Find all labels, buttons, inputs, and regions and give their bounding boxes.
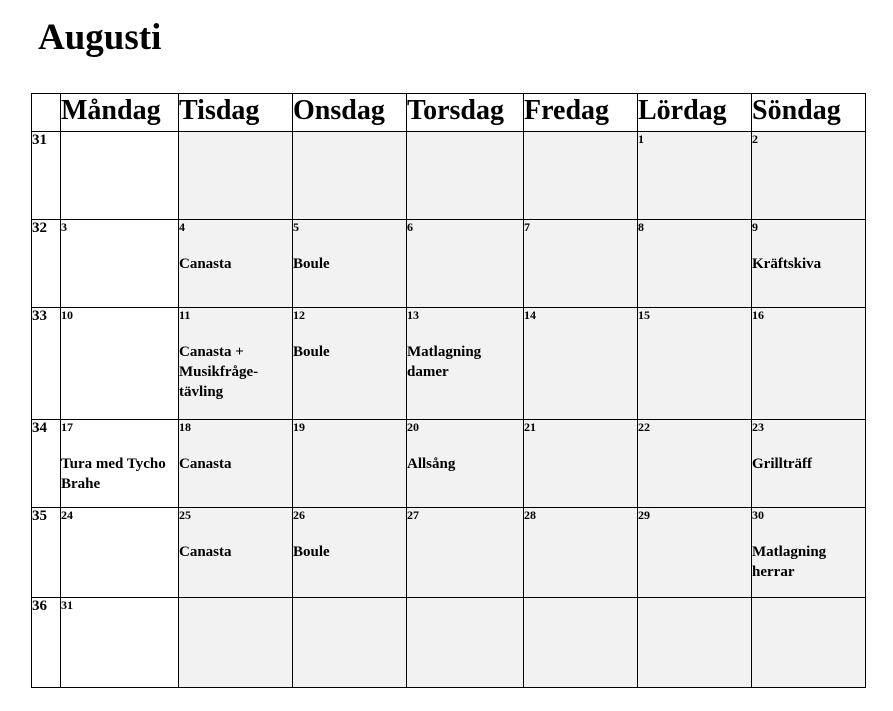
- date-number: 22: [638, 420, 650, 434]
- day-cell[interactable]: [407, 220, 524, 308]
- date-number: [407, 132, 523, 146]
- date-number: [179, 598, 292, 612]
- day-cell[interactable]: [179, 308, 293, 420]
- date-number: [752, 598, 865, 612]
- day-cell[interactable]: [407, 420, 524, 508]
- date-number: 19: [293, 420, 305, 434]
- day-cell[interactable]: [293, 598, 407, 688]
- day-cell[interactable]: [638, 508, 752, 598]
- day-cell[interactable]: [61, 132, 179, 220]
- week-number: 36: [32, 598, 61, 688]
- day-cell[interactable]: [638, 598, 752, 688]
- week-row: [32, 132, 866, 220]
- week-row: [32, 598, 866, 688]
- day-cell[interactable]: [524, 508, 638, 598]
- day-cell[interactable]: [179, 220, 293, 308]
- date-number: 11: [179, 308, 191, 322]
- date-number: 25: [179, 508, 191, 522]
- date-number: 16: [752, 308, 764, 322]
- day-cell[interactable]: [638, 420, 752, 508]
- date-number: 29: [638, 508, 650, 522]
- event-label: Matlagning damer: [407, 344, 482, 380]
- day-cell[interactable]: [179, 132, 293, 220]
- day-cell[interactable]: [293, 132, 407, 220]
- date-number: 20: [407, 420, 419, 434]
- date-number: 21: [524, 420, 536, 434]
- day-cell[interactable]: [407, 508, 524, 598]
- date-number: 4: [179, 220, 185, 234]
- date-number: [293, 598, 406, 612]
- date-number: 15: [638, 308, 650, 322]
- date-number: [638, 598, 751, 612]
- date-number: [524, 598, 637, 612]
- day-cell[interactable]: [179, 598, 293, 688]
- day-cell[interactable]: [524, 598, 638, 688]
- day-cell[interactable]: [61, 420, 179, 508]
- header-corner: [32, 94, 61, 132]
- event-label: Allsång: [407, 456, 456, 472]
- day-cell[interactable]: [293, 420, 407, 508]
- day-cell[interactable]: [752, 132, 866, 220]
- event-label: Canasta: [179, 544, 232, 560]
- date-number: 18: [179, 420, 191, 434]
- calendar-table: [31, 93, 866, 688]
- date-number: 1: [638, 132, 644, 146]
- date-number: 26: [293, 508, 305, 522]
- week-number: 35: [32, 508, 61, 598]
- event-label: Tura med Tycho Brahe: [61, 456, 166, 492]
- day-cell[interactable]: [61, 598, 179, 688]
- day-cell[interactable]: [638, 308, 752, 420]
- date-number: 27: [407, 508, 419, 522]
- day-cell[interactable]: [752, 598, 866, 688]
- event-label: Canasta + Musikfråge-tävling: [179, 344, 259, 400]
- day-cell[interactable]: [752, 308, 866, 420]
- day-cell[interactable]: [61, 508, 179, 598]
- page-title: Augusti: [38, 17, 162, 58]
- day-cell[interactable]: [179, 420, 293, 508]
- week-row: [32, 308, 866, 420]
- day-cell[interactable]: [407, 598, 524, 688]
- week-row: [32, 220, 866, 308]
- weekday-header-saturday: Lördag: [638, 94, 752, 132]
- event-label: Boule: [293, 256, 330, 272]
- day-cell[interactable]: [638, 132, 752, 220]
- event-label: Boule: [293, 344, 330, 360]
- day-cell[interactable]: [524, 220, 638, 308]
- event-label: Canasta: [179, 456, 232, 472]
- date-number: 8: [638, 220, 644, 234]
- weekday-header-wednesday: Onsdag: [293, 94, 407, 132]
- weekday-header-thursday: Torsdag: [407, 94, 524, 132]
- date-number: 17: [61, 420, 73, 434]
- day-cell[interactable]: [524, 132, 638, 220]
- day-cell[interactable]: [638, 220, 752, 308]
- date-number: 6: [407, 220, 413, 234]
- date-number: 5: [293, 220, 299, 234]
- day-cell[interactable]: [293, 308, 407, 420]
- event-label: Canasta: [179, 256, 232, 272]
- date-number: 13: [407, 308, 419, 322]
- date-number: 7: [524, 220, 530, 234]
- day-cell[interactable]: [61, 308, 179, 420]
- day-cell[interactable]: [61, 220, 179, 308]
- weekday-header-friday: Fredag: [524, 94, 638, 132]
- date-number: 28: [524, 508, 536, 522]
- date-number: 31: [61, 598, 73, 612]
- date-number: [179, 132, 292, 146]
- date-number: [407, 598, 523, 612]
- day-cell[interactable]: [524, 308, 638, 420]
- date-number: 3: [61, 220, 67, 234]
- weekday-header-monday: Måndag: [61, 94, 179, 132]
- week-number: 34: [32, 420, 61, 508]
- weekday-header-tuesday: Tisdag: [179, 94, 293, 132]
- day-cell[interactable]: [407, 308, 524, 420]
- date-number: [293, 132, 406, 146]
- weekday-header-row: [32, 94, 866, 132]
- week-row: [32, 420, 866, 508]
- day-cell[interactable]: [752, 220, 866, 308]
- date-number: 24: [61, 508, 73, 522]
- day-cell[interactable]: [293, 220, 407, 308]
- day-cell[interactable]: [524, 420, 638, 508]
- weekday-header-sunday: Söndag: [752, 94, 866, 132]
- date-number: 23: [752, 420, 764, 434]
- week-row: [32, 508, 866, 598]
- event-label: Matlagning herrar: [752, 544, 827, 580]
- day-cell[interactable]: [752, 420, 866, 508]
- week-number: 31: [32, 132, 61, 220]
- event-label: Kräftskiva: [752, 256, 822, 272]
- date-number: 10: [61, 308, 73, 322]
- day-cell[interactable]: [752, 508, 866, 598]
- date-number: [524, 132, 637, 146]
- date-number: 2: [752, 132, 758, 146]
- day-cell[interactable]: [407, 132, 524, 220]
- event-label: Grillträff: [752, 456, 812, 472]
- day-cell[interactable]: [179, 508, 293, 598]
- date-number: 30: [752, 508, 764, 522]
- date-number: 9: [752, 220, 758, 234]
- week-number: 32: [32, 220, 61, 308]
- day-cell[interactable]: [293, 508, 407, 598]
- event-label: Boule: [293, 544, 330, 560]
- date-number: 12: [293, 308, 305, 322]
- date-number: 14: [524, 308, 536, 322]
- week-number: 33: [32, 308, 61, 420]
- date-number: [61, 132, 178, 146]
